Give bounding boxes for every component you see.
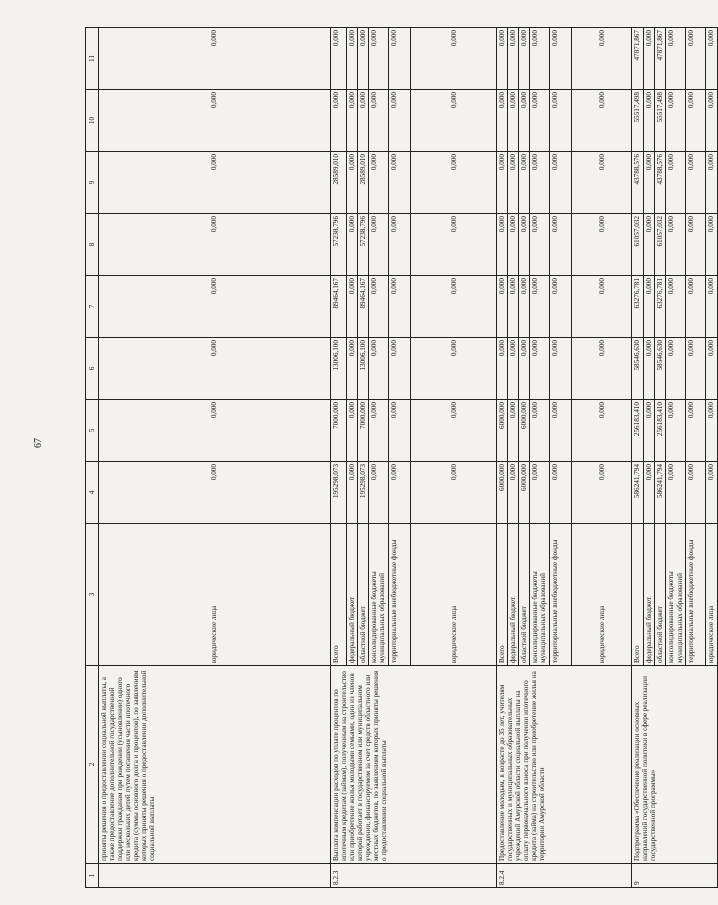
amount-cell: 0,000 <box>497 214 508 276</box>
amount-cell: 0,000 <box>99 338 331 400</box>
amount-cell: 0,000 <box>550 214 572 276</box>
amount-cell: 256183,410 <box>655 400 666 462</box>
table-body <box>86 28 718 888</box>
column-number: 3 <box>86 524 99 666</box>
amount-cell: 0,000 <box>347 214 358 276</box>
funding-source: юридические лица <box>706 524 717 666</box>
table-row <box>497 28 508 888</box>
amount-cell: 0,000 <box>550 400 572 462</box>
amount-cell: 0,000 <box>99 276 331 338</box>
amount-cell: 0,000 <box>666 214 686 276</box>
amount-cell: 0,000 <box>497 28 508 90</box>
amount-cell: 0,000 <box>530 28 550 90</box>
amount-cell: 0,000 <box>572 276 632 338</box>
amount-cell: 7000,000 <box>358 400 369 462</box>
amount-cell: 0,000 <box>411 400 497 462</box>
section-title: Подпрограмма «Обеспечение реализации основных направлений государственной политики в сфере реализации государственной программы» <box>632 666 717 864</box>
amount-cell: 0,000 <box>369 400 389 462</box>
funding-source: областной бюджет <box>655 524 666 666</box>
amount-cell: 0,000 <box>411 90 497 152</box>
amount-cell: 0,000 <box>550 152 572 214</box>
amount-cell: 89464,167 <box>331 276 347 338</box>
funding-source: юридические лица <box>572 524 632 666</box>
amount-cell: 13006,100 <box>331 338 347 400</box>
amount-cell: 0,000 <box>411 462 497 524</box>
amount-cell: 195298,073 <box>331 462 347 524</box>
funding-source: федеральный бюджет <box>508 524 519 666</box>
amount-cell: 0,000 <box>530 400 550 462</box>
amount-cell: 0,000 <box>358 28 369 90</box>
amount-cell: 0,000 <box>497 152 508 214</box>
amount-cell: 0,000 <box>508 338 519 400</box>
amount-cell: 0,000 <box>644 400 655 462</box>
amount-cell: 0,000 <box>550 462 572 524</box>
amount-cell: 0,000 <box>347 400 358 462</box>
amount-cell: 0,000 <box>347 90 358 152</box>
amount-cell: 586241,794 <box>655 462 666 524</box>
amount-cell: 0,000 <box>508 462 519 524</box>
amount-cell: 0,000 <box>389 276 411 338</box>
amount-cell: 0,000 <box>644 152 655 214</box>
column-number: 5 <box>86 400 99 462</box>
amount-cell: 0,000 <box>686 28 706 90</box>
amount-cell: 0,000 <box>706 28 717 90</box>
budget-table <box>85 27 718 888</box>
amount-cell: 0,000 <box>99 214 331 276</box>
amount-cell: 0,000 <box>550 28 572 90</box>
amount-cell: 0,000 <box>550 90 572 152</box>
amount-cell: 0,000 <box>389 152 411 214</box>
amount-cell: 43788,576 <box>632 152 644 214</box>
amount-cell: 0,000 <box>686 400 706 462</box>
section-code: 8.2.3 <box>331 864 497 888</box>
funding-source: областной бюджет <box>519 524 530 666</box>
amount-cell: 0,000 <box>519 214 530 276</box>
table-row <box>99 28 331 888</box>
amount-cell: 0,000 <box>411 214 497 276</box>
amount-cell: 586241,794 <box>632 462 644 524</box>
amount-cell: 0,000 <box>369 152 389 214</box>
amount-cell: 0,000 <box>389 338 411 400</box>
column-number-row <box>86 28 99 888</box>
funding-source: юридические лица <box>411 524 497 666</box>
amount-cell: 0,000 <box>706 152 717 214</box>
section-title: Выплата компенсации расходов по уплате процентов по ипотечным кредитам (займам), полученным на строительство или приобретение жилья молодыми семьями, один из членов которой работает в государственном или муниципальном учреждении, финансируемом за счет средств областного или местных бюджетов, по заявлениям которых приняты решения о предоставлении социальной выплаты <box>331 666 497 864</box>
amount-cell: 0,000 <box>666 462 686 524</box>
amount-cell: 0,000 <box>572 400 632 462</box>
amount-cell: 0,000 <box>389 462 411 524</box>
section-title: приняты решения о предоставлении социальной выплаты, а также предоставление дополнительной государственной поддержки гражданам при рождении (усыновлении) одного или нескольких детей путем погашения части ипотечного кредита (суммы основного долга и процентов), по заявлениям которых приняты решения о предоставлении дополнительной социальной выплаты <box>99 666 331 864</box>
amount-cell: 0,000 <box>572 462 632 524</box>
amount-cell: 0,000 <box>347 338 358 400</box>
amount-cell: 0,000 <box>99 152 331 214</box>
amount-cell: 0,000 <box>347 152 358 214</box>
amount-cell: 28589,010 <box>331 152 347 214</box>
amount-cell: 0,000 <box>331 90 347 152</box>
amount-cell: 0,000 <box>369 338 389 400</box>
amount-cell: 0,000 <box>519 276 530 338</box>
amount-cell: 0,000 <box>411 338 497 400</box>
amount-cell: 0,000 <box>508 90 519 152</box>
amount-cell: 195298,073 <box>358 462 369 524</box>
amount-cell: 55517,498 <box>655 90 666 152</box>
amount-cell: 0,000 <box>644 90 655 152</box>
amount-cell: 58546,630 <box>655 338 666 400</box>
amount-cell: 0,000 <box>686 276 706 338</box>
amount-cell: 0,000 <box>389 28 411 90</box>
amount-cell: 28589,010 <box>358 152 369 214</box>
amount-cell: 47871,867 <box>632 28 644 90</box>
amount-cell: 0,000 <box>347 462 358 524</box>
amount-cell: 43788,576 <box>655 152 666 214</box>
amount-cell: 0,000 <box>331 28 347 90</box>
amount-cell: 0,000 <box>706 214 717 276</box>
amount-cell: 0,000 <box>508 28 519 90</box>
amount-cell: 0,000 <box>530 214 550 276</box>
amount-cell: 58546,630 <box>632 338 644 400</box>
amount-cell: 0,000 <box>644 214 655 276</box>
amount-cell: 61057,032 <box>632 214 644 276</box>
funding-source: территориальные внебюджетные фонды <box>686 524 706 666</box>
amount-cell: 0,000 <box>99 400 331 462</box>
amount-cell: 0,000 <box>411 28 497 90</box>
amount-cell: 0,000 <box>508 214 519 276</box>
amount-cell: 0,000 <box>666 338 686 400</box>
amount-cell: 6000,000 <box>497 400 508 462</box>
amount-cell: 55517,498 <box>632 90 644 152</box>
amount-cell: 0,000 <box>644 338 655 400</box>
amount-cell: 0,000 <box>497 90 508 152</box>
amount-cell: 63276,781 <box>655 276 666 338</box>
page-number: 67 <box>33 438 44 448</box>
amount-cell: 0,000 <box>369 214 389 276</box>
amount-cell: 0,000 <box>508 400 519 462</box>
section-code: 9 <box>632 864 717 888</box>
section-code: 8.2.4 <box>497 864 632 888</box>
funding-source: Всего <box>331 524 347 666</box>
amount-cell: 63276,781 <box>632 276 644 338</box>
amount-cell: 0,000 <box>99 90 331 152</box>
amount-cell: 0,000 <box>706 276 717 338</box>
amount-cell: 6000,000 <box>519 462 530 524</box>
amount-cell: 13006,100 <box>358 338 369 400</box>
amount-cell: 0,000 <box>666 152 686 214</box>
amount-cell: 0,000 <box>530 462 550 524</box>
amount-cell: 0,000 <box>530 338 550 400</box>
amount-cell: 0,000 <box>519 28 530 90</box>
amount-cell: 0,000 <box>508 152 519 214</box>
amount-cell: 0,000 <box>519 338 530 400</box>
amount-cell: 6000,000 <box>519 400 530 462</box>
amount-cell: 57238,796 <box>358 214 369 276</box>
budget-table-sheet <box>85 28 716 888</box>
column-number: 8 <box>86 214 99 276</box>
amount-cell: 0,000 <box>358 90 369 152</box>
amount-cell: 89464,167 <box>358 276 369 338</box>
amount-cell: 0,000 <box>572 338 632 400</box>
amount-cell: 0,000 <box>99 28 331 90</box>
table-row <box>331 28 347 888</box>
section-title: Предоставление молодым, в возрасте до 35 лет, учителям государственных и муниципальных образовательных учреждений Амурской области социальной выплаты на оплату первоначального взноса при получении ипотечного кредита (займа) на строительство или приобретение жилья на территории Амурской области <box>497 666 632 864</box>
amount-cell: 0,000 <box>644 276 655 338</box>
amount-cell: 0,000 <box>519 90 530 152</box>
amount-cell: 0,000 <box>686 152 706 214</box>
amount-cell: 57238,796 <box>331 214 347 276</box>
amount-cell: 61057,032 <box>655 214 666 276</box>
table-row <box>632 28 644 888</box>
amount-cell: 0,000 <box>572 214 632 276</box>
amount-cell: 6000,000 <box>497 462 508 524</box>
amount-cell: 0,000 <box>347 28 358 90</box>
amount-cell: 0,000 <box>369 90 389 152</box>
amount-cell: 0,000 <box>411 276 497 338</box>
amount-cell: 0,000 <box>666 28 686 90</box>
amount-cell: 0,000 <box>347 276 358 338</box>
funding-source: федеральный бюджет <box>347 524 358 666</box>
amount-cell: 0,000 <box>666 90 686 152</box>
column-number: 4 <box>86 462 99 524</box>
funding-source: консолидированные бюджеты муниципальных образований <box>530 524 550 666</box>
column-number: 1 <box>86 864 99 888</box>
amount-cell: 0,000 <box>508 276 519 338</box>
funding-source: территориальные внебюджетные фонды <box>389 524 411 666</box>
amount-cell: 0,000 <box>530 152 550 214</box>
amount-cell: 0,000 <box>411 152 497 214</box>
amount-cell: 0,000 <box>530 90 550 152</box>
column-number: 6 <box>86 338 99 400</box>
amount-cell: 0,000 <box>686 90 706 152</box>
amount-cell: 0,000 <box>666 400 686 462</box>
amount-cell: 0,000 <box>530 276 550 338</box>
funding-source: территориальные внебюджетные фонды <box>550 524 572 666</box>
column-number: 9 <box>86 152 99 214</box>
amount-cell: 256183,410 <box>632 400 644 462</box>
amount-cell: 0,000 <box>666 276 686 338</box>
funding-source: областной бюджет <box>358 524 369 666</box>
amount-cell: 0,000 <box>497 338 508 400</box>
amount-cell: 0,000 <box>644 462 655 524</box>
funding-source: Всего <box>497 524 508 666</box>
section-code <box>99 864 331 888</box>
amount-cell: 0,000 <box>497 276 508 338</box>
amount-cell: 0,000 <box>572 152 632 214</box>
funding-source: Всего <box>632 524 644 666</box>
amount-cell: 0,000 <box>369 462 389 524</box>
amount-cell: 0,000 <box>550 338 572 400</box>
funding-source: федеральный бюджет <box>644 524 655 666</box>
funding-source: юридические лица <box>99 524 331 666</box>
amount-cell: 0,000 <box>572 28 632 90</box>
amount-cell: 0,000 <box>99 462 331 524</box>
amount-cell: 0,000 <box>550 276 572 338</box>
amount-cell: 0,000 <box>369 276 389 338</box>
amount-cell: 0,000 <box>572 90 632 152</box>
amount-cell: 0,000 <box>706 400 717 462</box>
amount-cell: 0,000 <box>644 28 655 90</box>
amount-cell: 0,000 <box>519 152 530 214</box>
amount-cell: 47871,867 <box>655 28 666 90</box>
amount-cell: 0,000 <box>686 462 706 524</box>
column-number: 7 <box>86 276 99 338</box>
amount-cell: 0,000 <box>706 90 717 152</box>
amount-cell: 0,000 <box>706 462 717 524</box>
column-number: 11 <box>86 28 99 90</box>
amount-cell: 0,000 <box>369 28 389 90</box>
funding-source: консолидированные бюджеты муниципальных образований <box>369 524 389 666</box>
funding-source: консолидированные бюджеты муниципальных образований <box>666 524 686 666</box>
amount-cell: 0,000 <box>389 400 411 462</box>
amount-cell: 0,000 <box>389 90 411 152</box>
column-number: 10 <box>86 90 99 152</box>
amount-cell: 0,000 <box>686 338 706 400</box>
amount-cell: 0,000 <box>686 214 706 276</box>
column-number: 2 <box>86 666 99 864</box>
amount-cell: 7000,000 <box>331 400 347 462</box>
amount-cell: 0,000 <box>389 214 411 276</box>
amount-cell: 0,000 <box>706 338 717 400</box>
